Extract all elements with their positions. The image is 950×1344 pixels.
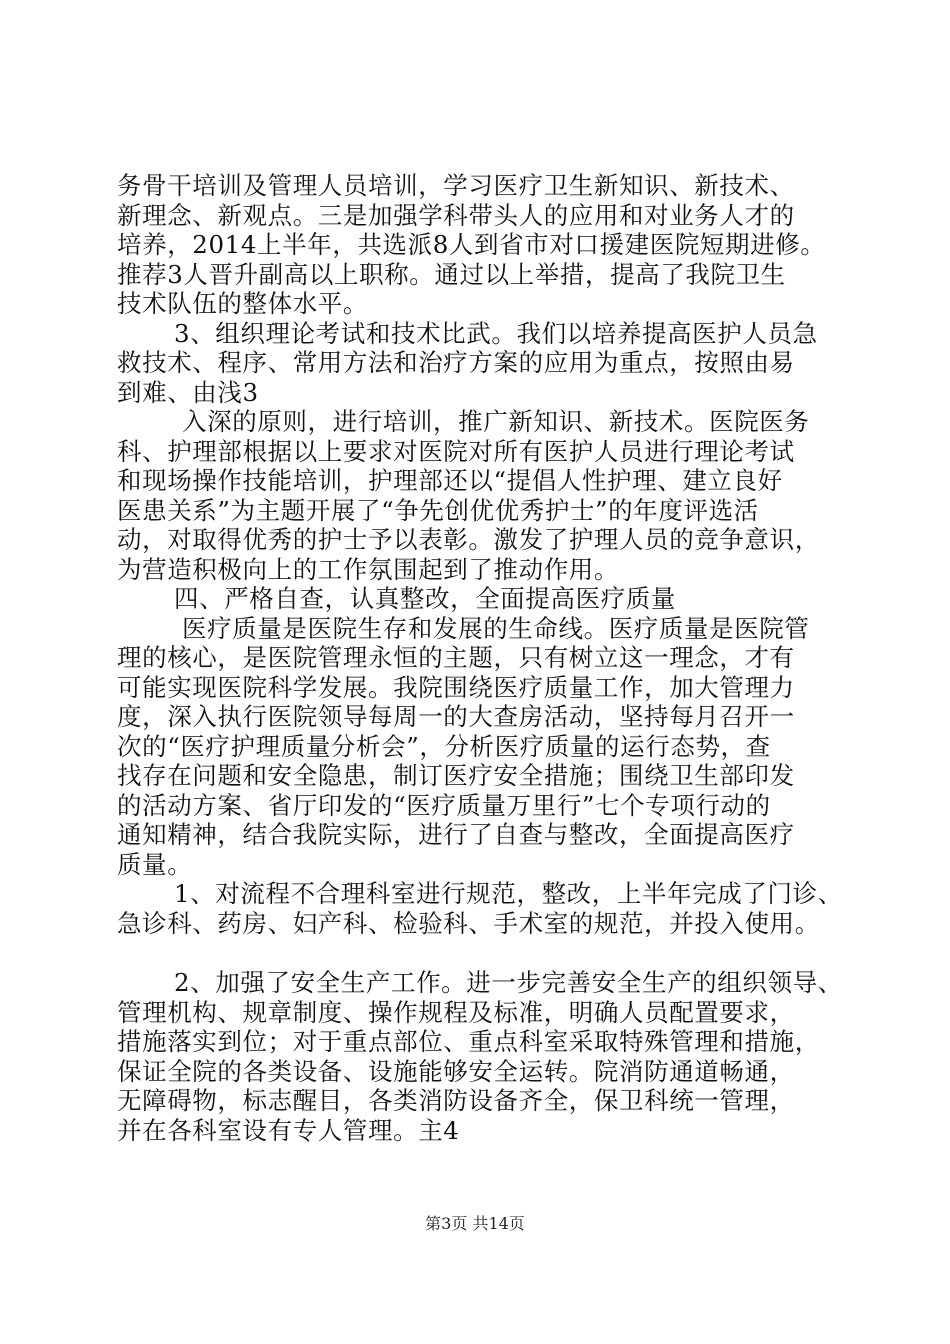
body-text-line: 医疗质量是医院生存和发展的生命线。医疗质量是医院管 bbox=[182, 614, 810, 643]
body-text-line: 的活动方案、省厅印发的“医疗质量万里行”七个专项行动的 bbox=[117, 791, 771, 820]
body-text-line: 救技术、程序、常用方法和治疗方案的应用为重点，按照由易 bbox=[117, 348, 795, 377]
body-text-line: 科、护理部根据以上要求对医院对所有医护人员进行理论考试 bbox=[117, 437, 795, 466]
body-text-line: 和现场操作技能培训，护理部还以“提倡人性护理、建立良好 bbox=[117, 466, 783, 495]
body-text-line: 理的核心，是医院管理永恒的主题，只有树立这一理念，才有 bbox=[117, 643, 795, 672]
body-text-line: 新理念、新观点。三是加强学科带头人的应用和对业务人才的 bbox=[117, 201, 795, 230]
body-text-line: 推荐3人晋升副高以上职称。通过以上举措，提高了我院卫生 bbox=[117, 260, 786, 289]
body-text-line: 找存在问题和安全隐患，制订医疗安全措施；围绕卫生部印发 bbox=[117, 761, 795, 790]
body-text-line: 医患关系”为主题开展了“争先创优优秀护士”的年度评选活 bbox=[117, 496, 759, 525]
body-text-line: 务骨干培训及管理人员培训，学习医疗卫生新知识、新技术、 bbox=[117, 171, 795, 200]
body-text-line: 并在各科室设有专人管理。主4 bbox=[117, 1116, 460, 1145]
body-text-line: 措施落实到位；对于重点部位、重点科室采取特殊管理和措施， bbox=[117, 1027, 820, 1056]
body-text-line: 质量。 bbox=[117, 850, 193, 879]
body-text-line: 可能实现医院科学发展。我院围绕医疗质量工作，加大管理力 bbox=[117, 673, 795, 702]
body-text-line: 无障碍物，标志醒目，各类消防设备齐全，保卫科统一管理， bbox=[117, 1086, 795, 1115]
section-heading-4: 四、严格自查，认真整改，全面提高医疗质量 bbox=[174, 584, 676, 613]
body-text-line: 培养，2014上半年，共选派8人到省市对口援建医院短期进修。 bbox=[117, 230, 826, 259]
section-item-1-heading: 1、对流程不合理科室进行规范，整改，上半年完成了门诊、 bbox=[174, 879, 843, 908]
body-text-line: 度，深入执行医院领导每周一的大查房活动，坚持每月召开一 bbox=[117, 702, 795, 731]
body-text-line: 动，对取得优秀的护士予以表彰。激发了护理人员的竞争意识， bbox=[117, 525, 820, 554]
body-text-line: 为营造积极向上的工作氛围起到了推动作用。 bbox=[117, 555, 619, 584]
section-item-2-heading: 2、加强了安全生产工作。进一步完善安全生产的组织领导、 bbox=[174, 968, 843, 997]
section-item-3-heading: 3、组织理论考试和技术比武。我们以培养提高医护人员急 bbox=[174, 319, 818, 348]
body-text-line: 保证全院的各类设备、设施能够安全运转。院消防通道畅通， bbox=[117, 1057, 795, 1086]
body-text-line: 入深的原则，进行培训，推广新知识、新技术。医院医务 bbox=[182, 407, 810, 436]
body-text-line: 次的“医疗护理质量分析会”，分析医疗质量的运行态势，查 bbox=[117, 732, 771, 761]
body-text-line: 到难、由浅3 bbox=[117, 378, 259, 407]
body-text-line: 技术队伍的整体水平。 bbox=[117, 289, 368, 318]
page-number-footer: 第3页 共14页 bbox=[425, 1214, 525, 1233]
body-text-line: 急诊科、药房、妇产科、检验科、手术室的规范，并投入使用。 bbox=[117, 909, 820, 938]
body-text-line: 管理机构、规章制度、操作规程及标准，明确人员配置要求， bbox=[117, 998, 795, 1027]
body-text-line: 通知精神，结合我院实际，进行了自查与整改，全面提高医疗 bbox=[117, 820, 795, 849]
